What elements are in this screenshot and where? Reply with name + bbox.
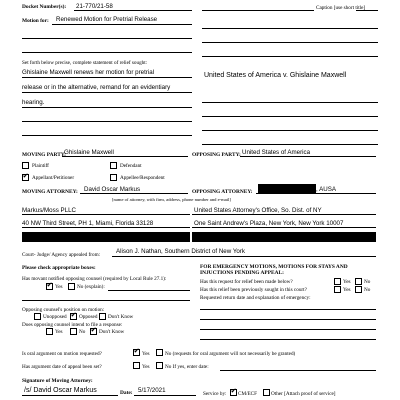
- response-question: Does opposing counsel intend to file a response:: [22, 322, 123, 328]
- other-service-label: Other [Attach proof of service]: [271, 391, 336, 397]
- service-label: Service by:: [203, 391, 227, 397]
- relief-instructions: Set forth below precise, complete statement of relief sought:: [22, 60, 148, 66]
- previously-sought-no-label: No: [364, 287, 371, 293]
- opposing-attorney-suffix: , AUSA: [316, 186, 336, 193]
- previously-sought-question: Has this relief been previously sought in this court?: [200, 287, 307, 293]
- moving-attorney-value[interactable]: David Oscar Markus: [84, 186, 141, 193]
- oral-yes-label: Yes: [142, 351, 150, 357]
- opposing-attorney-label: OPPOSING ATTORNEY:: [192, 189, 253, 195]
- court-value[interactable]: Alison J. Nathan, Southern District of New York: [116, 248, 245, 255]
- unopposed-checkbox[interactable]: [34, 313, 41, 320]
- appeal-date-no-label: No If yes, enter date:: [165, 364, 209, 370]
- relief-below-yes-checkbox[interactable]: [334, 278, 341, 285]
- defendant-checkbox[interactable]: [110, 162, 117, 169]
- appellee-label: Appellee/Respondent: [120, 175, 165, 181]
- caption-title: United States of America v. Ghislaine Maxwell: [204, 72, 347, 79]
- other-service-checkbox[interactable]: [263, 389, 270, 396]
- notified-no-checkbox[interactable]: [68, 283, 75, 290]
- motion-value[interactable]: Renewed Motion for Pretrial Release: [56, 16, 158, 23]
- opposing-party-label: OPPOSING PARTY:: [192, 152, 241, 158]
- check-mark-icon: ✔: [46, 281, 53, 289]
- position-question: Opposing counsel's position on motion:: [22, 307, 105, 313]
- appellee-checkbox[interactable]: [110, 174, 117, 181]
- emergency-heading-1: FOR EMERGENCY MOTIONS, MOTIONS FOR STAYS AND: [200, 264, 348, 270]
- opposing-party-value[interactable]: United States of America: [242, 149, 311, 156]
- relief-line-1[interactable]: Ghislaine Maxwell renews her motion for pretrial: [22, 69, 155, 76]
- caption-label: Caption [use short title]: [316, 5, 366, 11]
- notified-yes-label: Yes: [55, 284, 63, 290]
- emergency-heading-2: INJUCTIONS PENDING APPEAL:: [200, 270, 284, 276]
- response-yes-checkbox[interactable]: [46, 328, 53, 335]
- check-mark-icon: ✔: [90, 326, 97, 334]
- moving-party-value[interactable]: Ghislaine Maxwell: [64, 149, 114, 156]
- notified-no-label: No (explain):: [77, 284, 105, 290]
- previously-sought-yes-label: Yes: [343, 287, 351, 293]
- relief-below-question: Has this request for relief been made below?: [200, 279, 293, 285]
- response-no-checkbox[interactable]: [70, 328, 77, 335]
- moving-party-label: MOVING PARTY:: [22, 152, 66, 158]
- relief-below-no-label: No: [364, 279, 371, 285]
- notified-question: Has movant notified opposing counsel (required by Local Rule 27.1):: [22, 276, 167, 282]
- unopposed-label: Unopposed: [43, 314, 67, 320]
- return-date-question: Requested return date and explanation of emergency:: [200, 295, 311, 301]
- motion-label: Motion for:: [22, 18, 49, 24]
- redaction-block: [192, 232, 376, 242]
- previously-sought-yes-checkbox[interactable]: [334, 286, 341, 293]
- relief-below-no-checkbox[interactable]: [355, 278, 362, 285]
- appeal-date-yes-checkbox[interactable]: [133, 362, 140, 369]
- plaintiff-checkbox[interactable]: [22, 162, 29, 169]
- response-dont-know-label: Don't Know: [99, 329, 125, 335]
- court-label: Court- Judge/ Agency appealed from:: [22, 252, 101, 258]
- oral-no-label: No (requests for oral argument will not necessarily be granted): [165, 351, 296, 357]
- oral-argument-question: Is oral argument on motion requested?: [22, 351, 102, 357]
- redaction-block: [258, 184, 316, 193]
- signature-value[interactable]: /s/ David Oscar Markus: [24, 387, 97, 394]
- docket-label: Docket Number(s):: [22, 4, 67, 10]
- appellant-label: Appellant/Petitioner: [32, 175, 75, 181]
- moving-attorney-label: MOVING ATTORNEY:: [22, 189, 78, 195]
- plaintiff-label: Plaintiff: [32, 163, 49, 169]
- position-dont-know-checkbox[interactable]: [99, 313, 106, 320]
- position-dont-know-label: Don't Know: [108, 314, 134, 320]
- relief-line-3[interactable]: hearing.: [22, 99, 45, 106]
- appeal-date-question: Has argument date of appeal been set?: [22, 364, 102, 370]
- relief-line-2[interactable]: release or in the alternative, remand for an evidentiary: [22, 84, 171, 91]
- appeal-date-no-checkbox[interactable]: [156, 362, 163, 369]
- opposing-firm[interactable]: United States Attorney's Office, So. Dist. of NY: [194, 207, 322, 214]
- defendant-label: Defendant: [120, 163, 142, 169]
- opposing-address[interactable]: One Saint Andrew's Plaza, New York, New York 10007: [194, 220, 344, 227]
- attorney-instruction: [name of attorney, with firm, address, phone number and e-mail]: [112, 197, 231, 202]
- check-boxes-heading: Please check appropriate boxes:: [22, 265, 96, 271]
- date-label: Date:: [120, 390, 133, 396]
- oral-no-checkbox[interactable]: [156, 349, 163, 356]
- check-mark-icon: ✔: [230, 387, 237, 395]
- moving-firm[interactable]: Markus/Moss PLLC: [22, 207, 76, 214]
- previously-sought-no-checkbox[interactable]: [355, 286, 362, 293]
- signature-heading: Signature of Moving Attorney:: [22, 378, 93, 384]
- relief-below-yes-label: Yes: [343, 279, 351, 285]
- appeal-date-yes-label: Yes: [142, 364, 150, 370]
- check-mark-icon: ✔: [133, 347, 140, 355]
- response-yes-label: Yes: [55, 329, 63, 335]
- date-value[interactable]: 5/17/2021: [138, 387, 166, 394]
- cmecf-label: CM/ECF: [238, 391, 258, 397]
- docket-value[interactable]: 21-770/21-58: [76, 3, 113, 10]
- redaction-block: [22, 232, 190, 242]
- opposed-label: Opposed: [79, 314, 98, 320]
- check-mark-icon: ✔: [70, 311, 77, 319]
- response-no-label: No: [79, 329, 86, 335]
- check-mark-icon: ✔: [22, 172, 29, 180]
- moving-address[interactable]: 40 NW Third Street, PH 1, Miami, Florida 33128: [22, 220, 154, 227]
